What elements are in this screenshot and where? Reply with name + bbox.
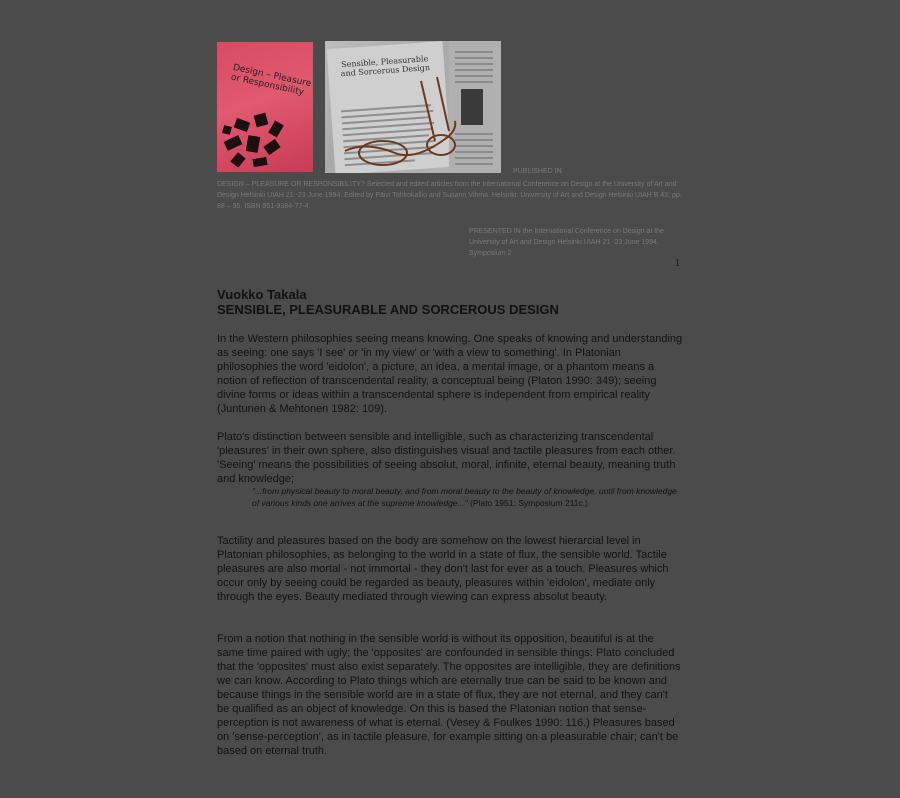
book-title: Sensible, Pleasurable and Sorcerous Design: [340, 54, 431, 79]
paragraph-1: In the Western philosophies seeing means knowing. One speaks of knowing and understanding as seeing: one says 'I see' or 'in my view' or 'with a view to something'. In Platonian philosophies the word 'eidolon', a picture, an idea, a mental image, or a phantom means a notion of reflection of transcendental reality, a conceptual being (Platon 1990: 349); seeing divine forms or ideas within a transcendental sphere is independent from empirical reality (Juntunen & Mehtonen 1982: 109).: [217, 333, 683, 415]
quote-text: "...from physical beauty to moral beauty, and from moral beauty to the beauty of knowledge, until from knowledge of various kinds one arrives at the supreme knowledge...": [252, 486, 677, 508]
block-quote: [252, 485, 684, 509]
paragraph-3: Tactility and pleasures based on the body are somehow on the lowest hierarcial level in Platonian philosophies, as belonging to the world in a state of flux, the sensible world. Tactile pleasures are also mortal - not immortal - they don't last for ever as a touch. Pleasures which occur only by seeing could be regarded as beauty, pleasures within 'eidolon', mediate only through the eyes. Beauty mediated through viewing can express absolut beauty.: [217, 535, 669, 603]
paragraph-4: From a notion that nothing in the sensible world is without its opposition, beautiful is at the same time paired with ugly; the 'opposites' are confounded in sensible things: Plato concluded that the 'opposites' must also exist separately. The opposites are intelligible, they are definitions we can know. According to Plato things which are eternally true can be said to be known and because things in the sensible world are in a state of flux, they are not eternal, and they can't be qualified as an object of knowledge. On this is based the Platonian notion that sense-perception is not awareness of what is eternal. (Vesey & Foulkes 1990: 116.) Pleasures based on 'sense-perception', as in tactile pleasure, for example sitting on a pleasurable chair; can't be based on eternal truth.: [217, 633, 681, 757]
paragraph-2: Plato's distinction between sensible and intelligible, such as characterizing transcendental 'pleasures' in their own sphere, also distinguishes visual and tactile pleasures from each other. 'Seeing' means the possibilities of seeing absolut, moral, infinite, eternal beauty, meaning truth and knowledge;: [217, 431, 676, 485]
page-number: 1: [675, 258, 680, 269]
eyeglasses-icon: [325, 41, 501, 173]
presented-in-note: PRESENTED IN the International Conference on Design at the University of Art and Design Helsinki UIAH 21 -23 June 1994, Symposium 2: [469, 228, 664, 257]
quote-source: (Plato 1951: Symposium 211c.): [467, 498, 588, 508]
cover-title: Design – Pleasure or Responsibility: [229, 62, 313, 98]
article-title: SENSIBLE, PLEASURABLE AND SORCEROUS DESIGN: [217, 302, 559, 317]
publication-details: DESIGN – PLEASURE OR RESPONSIBILITY? Selected and edited articles from the International Conference on Design at the University of Art and Design Helsinki UIAH 21 -23 June 1994. Edited by Päivi Tahkokallio and Susann Vihma. Helsinki: University of Art and Design Helsinki UIAH B 43, pp. 88 – 95. ISBN 951-9384-77-4.: [217, 181, 682, 210]
book-with-glasses-photo: [325, 41, 501, 173]
published-in-label: PUBLISHED IN: [513, 168, 562, 175]
author-name: Vuokko Takala: [217, 287, 307, 302]
book-cover-photo: [217, 42, 313, 172]
